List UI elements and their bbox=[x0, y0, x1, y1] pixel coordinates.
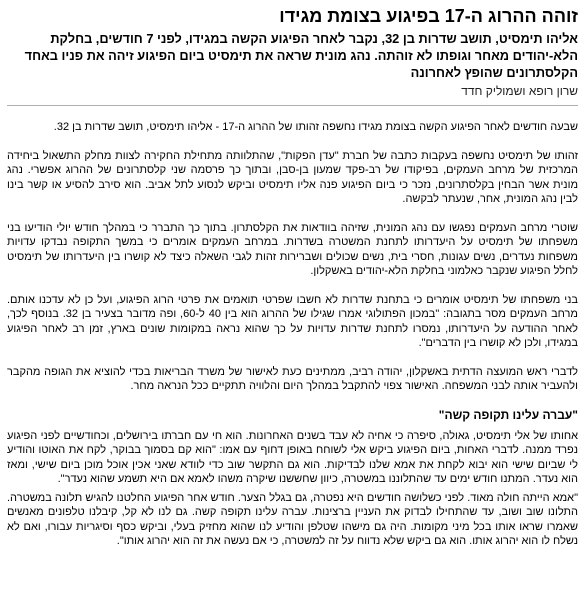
article-paragraph: זהותו של תימסיט נחשפה בעקבות כתבה של חברת "עדן הפקות", שהתלוותה מתחילת החקירה לצוות מחלק התשאול ביחידה המרכזית של מרחב העמקים, בפיקודו של רב-פקד שמעון בן-סבן, ובתוך כך פרסמה שני קלסתרונים של ההרוג אפשרי. נהג מונית אשר הבחין בקלסתרונים, נזכר כי ביום הפיגוע פנה אליו תימסיט וביקש לנסוע לתל אביב. הוא סירב להסיע או קשר בינו לבין נהג המונית, אחר, שנעתר לבקשה. bbox=[7, 149, 578, 205]
article-subheadline: אליהו תימסיט, תושב שדרות בן 32, נקבר לאחר הפיגוע הקשה במגידו, לפני 7 חודשים, בחלקת הלא-יהודים מאחר וגופתו לא זוהתה. נהג מונית שראה את תימסיט ביום הפיגוע זיהה את פניו באחד הקלסתרונים שהופץ לאחרונה bbox=[24, 31, 578, 80]
section-paragraph: אחותו של אלי תימסיט, גאולה, סיפרה כי אחיה לא עבד בשנים האחרונות. הוא חי עם חברתו בירושלים, וכחודשיים לפני הפיגוע נפרד ממנה. לדברי האחות, ביום הפיגוע ביקש אלי לשוחח באופן דחוף עם אמו: "הוא קם בסמוך בבוקר, לקח את האוטו והודיע לי שביום שישי הוא יבוא לקחת את אמא שלנו לבדיקות. הוא גם התקשר שוב כדי לוודא שאני אכין אוכל מוכן ביום שישי, ומאז הוא נעדר. המתנו חודש ימים עד שהתלוננו במשטרה, כיוון שחששנו שיקרה משהו לאמא אם היא תשמע שהוא נעדר". bbox=[7, 429, 578, 485]
article-paragraph: שבעה חודשים לאחר הפיגוע הקשה בצומת מגידו נחשפה זהותו של ההרוג ה-17 - אליהו תימסיט, תושב שדרות בן 32. bbox=[53, 121, 578, 133]
article-paragraph: לדברי ראש המועצה הדתית באשקלון, יהודה רביב, ממתינים כעת לאישור של משרד הבריאות בכדי להוציא את הגופה מהקבר ולהעביר אותה לבני המשפחה. האישור צפוי להתקבל במהלך היום והלוויה תתקיים ככל הנראה מחר. bbox=[7, 365, 578, 392]
article-byline: שרון רופא ושמוליק חדד bbox=[461, 84, 578, 98]
section-heading: "עברה עלינו תקופה קשה" bbox=[438, 407, 578, 422]
article-headline: זוהה ההרוג ה-17 בפיגוע בצומת מגידו bbox=[279, 6, 578, 26]
byline-divider bbox=[7, 105, 578, 106]
article-paragraph: שוטרי מרחב העמקים נפגשו עם נהג המונית, שזיהה בוודאות את הקלסתרון. בתוך כך התברר כי במהלך חודש יולי הודיעו בני משפחתו של תימסיט על היעדרותו לתחנת המשטרה בשדרות. במרחב העמקים אומרים כי במשך התקופה נבדקו עדויות משפחות נעדרים, נשים עגונות, חסרי בית, נשים שכולים ושברירות זהות לגבי השאלה כיצד לא קושרו בין היעדרותו של תימסיט לחלל הפיגוע שנקבר כאלמוני בחלקת הלא-יהודים באשקלון. bbox=[7, 221, 578, 277]
section-paragraph: "אמא הייתה חולה מאוד. לפני כשלושה חודשים היא נפטרה, גם בגלל הצער. חודש אחר הפיגוע החלטנו להגיש תלונה במשטרה. התלונו שוב ושוב, עד שהתחילו לבדוק את העניין ברצינות. עברה עלינו תקופה קשה. גם לנו לא קל, קיבלנו טלפונים מאנשים שאמרו שראו אותו בכל מיני מקומות. היה גם מישהו שטלפן והודיע לנו שהוא מחזיק בעלי, וביקש כסף וסיגריות עבורו, ואם לא נשלח לו הוא יהרוג אותו. הוא גם ביקש שלא נדווח על זה למשטרה, כי אם נעשה את זה הוא יהרוג אותו". bbox=[7, 491, 578, 547]
article-paragraph: בני משפחתו של תימסיט אומרים כי בתחנת שדרות לא חשבו שפרטי תואמים את פרטי הרוג הפיגוע, ועל כן לא עדכנו אותם. מרחב העמקים מסר בתגובה: "במכון הפתולוגי אמרו שגילו של ההרוג הוא בין 40 ל-60, ופה מדובר בצעיר בן 32. בנוסף לכך, לאחר ההודעה על היעדרותו, נמסרו לתחנת שדרות עדויות על כך שהוא נראה במקומות שונים בארץ, זמן רב לאחר הפיגוע במגידו, ולכן לא קושרו בין הדברים". bbox=[7, 293, 578, 349]
